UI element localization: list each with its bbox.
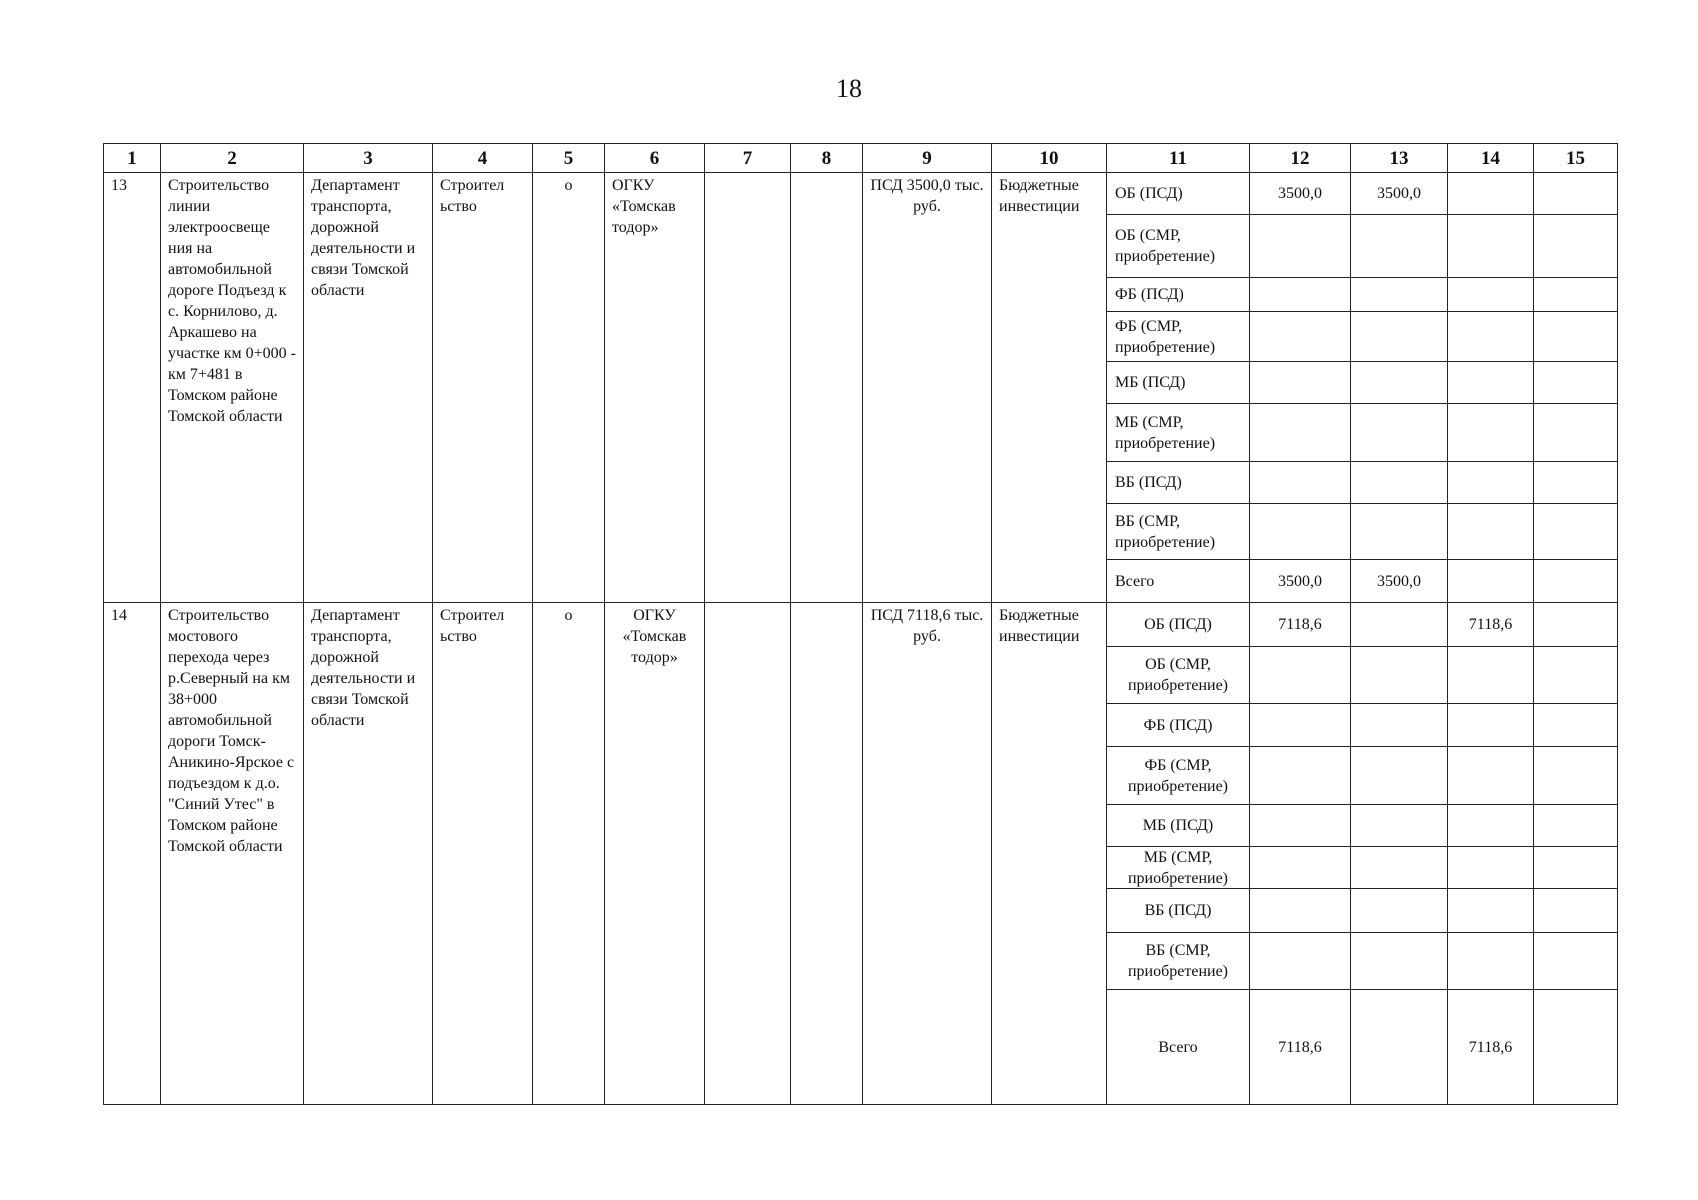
funding-source-label: ВБ (СМР, приобретение) (1107, 504, 1249, 560)
value-cell (1351, 704, 1447, 747)
investment-form-cell: Бюджетные инвестиции (992, 603, 1107, 1105)
developer-cell: ОГКУ «Томскав тодор» (605, 603, 705, 1105)
value-cell (1351, 933, 1447, 990)
value-cell (1351, 805, 1447, 847)
value-cell (1351, 603, 1447, 647)
value-cell (1250, 704, 1350, 747)
funding-source-label: Всего (1158, 1038, 1198, 1056)
funding-source-label: ВБ (ПСД) (1107, 889, 1249, 933)
header-row (104, 144, 1618, 173)
value-cell (1351, 312, 1447, 362)
value-cell (1250, 215, 1350, 278)
column-header: 14 (1448, 144, 1534, 173)
value-cell (1448, 933, 1533, 990)
column-5-cell: о (533, 603, 605, 1105)
funding-source-label: МБ (ПСД) (1107, 362, 1249, 404)
funding-source-label: ВБ (ПСД) (1107, 462, 1249, 504)
value-cell (1448, 704, 1533, 747)
value-cell: 7118,6 (1250, 603, 1350, 647)
funding-source-label: ОБ (ПСД) (1107, 173, 1249, 215)
funding-source-cell (1107, 173, 1250, 603)
value-cell (1534, 603, 1617, 647)
investment-table (103, 143, 1618, 1105)
value-cell (1448, 278, 1533, 312)
value-cell (1534, 173, 1617, 215)
value-cell (1448, 889, 1533, 933)
value-cell (1351, 404, 1447, 462)
funding-source-label: МБ (ПСД) (1107, 805, 1249, 847)
funding-source-label: ВБ (СМР, приобретение) (1107, 933, 1249, 990)
column-header: 5 (533, 144, 605, 173)
value-cell (1534, 990, 1617, 1104)
value-cell (1534, 312, 1617, 362)
page-number: 18 (836, 74, 862, 103)
value-cell (1351, 362, 1447, 404)
column-header: 15 (1534, 144, 1618, 173)
column-header: 7 (705, 144, 791, 173)
value-column-12 (1250, 603, 1351, 1105)
column-8-cell (791, 173, 863, 603)
row-number: 14 (104, 603, 161, 1105)
value-cell (1448, 462, 1533, 504)
table-row (104, 173, 1618, 603)
value-cell (1534, 215, 1617, 278)
funding-source-label: МБ (СМР, приобретение) (1107, 847, 1249, 889)
value-cell (1250, 504, 1350, 560)
value-cell (1250, 889, 1350, 933)
funding-source-label: Всего (1115, 572, 1155, 590)
value-cell: 3500,0 (1351, 173, 1447, 215)
funding-source-label: ФБ (ПСД) (1107, 278, 1249, 312)
value-column-14 (1448, 603, 1534, 1105)
value-cell (1534, 647, 1617, 704)
value-cell: 3500,0 (1278, 572, 1322, 590)
column-header: 8 (791, 144, 863, 173)
value-cell (1448, 560, 1533, 602)
value-cell (1534, 560, 1617, 602)
value-cell (1448, 805, 1533, 847)
value-cell (1351, 847, 1447, 889)
funding-source-label: ФБ (СМР, приобретение) (1107, 747, 1249, 805)
value-cell (1448, 747, 1533, 805)
column-header: 2 (161, 144, 304, 173)
value-cell (1351, 504, 1447, 560)
funding-source-label: ФБ (СМР, приобретение) (1107, 312, 1249, 362)
work-type-cell: Строител ьство (433, 603, 533, 1105)
column-header: 12 (1250, 144, 1351, 173)
work-type-cell: Строител ьство (433, 173, 533, 603)
cost-cell: ПСД 3500,0 тыс. руб. (863, 173, 992, 603)
column-header: 9 (863, 144, 992, 173)
value-cell (1448, 362, 1533, 404)
column-header: 4 (433, 144, 533, 173)
table-row (104, 603, 1618, 1105)
value-cell (1351, 278, 1447, 312)
customer-cell: Департамент транспорта, дорожной деятельности и связи Томской области (304, 173, 433, 603)
developer-cell: ОГКУ «Томскав тодор» (605, 173, 705, 603)
value-cell (1448, 404, 1533, 462)
value-cell (1534, 278, 1617, 312)
value-cell (1448, 215, 1533, 278)
value-cell (1250, 805, 1350, 847)
funding-source-cell (1107, 603, 1250, 1105)
value-column-15 (1534, 173, 1618, 603)
value-cell (1448, 647, 1533, 704)
value-cell (1448, 847, 1533, 889)
object-name-cell: Строительство линии электроосвеще ния на автомобильной дороге Подъезд к с. Корнилово, д. Аркашево на участке км 0+000 - км 7+481 в Томском районе Томской области (161, 173, 304, 603)
column-header: 6 (605, 144, 705, 173)
value-cell: 3500,0 (1250, 173, 1350, 215)
value-cell (1534, 889, 1617, 933)
value-cell (1250, 362, 1350, 404)
funding-source-label: ФБ (ПСД) (1107, 704, 1249, 747)
object-name-cell: Строительство мостового перехода через р.Северный на км 38+000 автомобильной дороги Томск-Аникино-Ярское с подъездом к д.о. "Синий Утес" в Томском районе Томской области (161, 603, 304, 1105)
value-cell (1534, 747, 1617, 805)
funding-source-label: ОБ (ПСД) (1107, 603, 1249, 647)
value-cell: 7118,6 (1278, 1038, 1322, 1056)
column-header: 1 (104, 144, 161, 173)
value-cell (1250, 847, 1350, 889)
column-header: 11 (1107, 144, 1250, 173)
value-cell (1250, 404, 1350, 462)
value-column-15 (1534, 603, 1618, 1105)
value-cell (1534, 362, 1617, 404)
value-cell (1351, 747, 1447, 805)
value-cell: 7118,6 (1448, 603, 1533, 647)
value-cell (1534, 805, 1617, 847)
value-cell (1351, 889, 1447, 933)
value-column-12 (1250, 173, 1351, 603)
value-cell (1250, 647, 1350, 704)
value-cell (1250, 278, 1350, 312)
column-header: 10 (992, 144, 1107, 173)
column-8-cell (791, 603, 863, 1105)
column-7-cell (705, 173, 791, 603)
column-7-cell (705, 603, 791, 1105)
value-cell (1250, 462, 1350, 504)
value-cell (1351, 647, 1447, 704)
cost-cell: ПСД 7118,6 тыс. руб. (863, 603, 992, 1105)
customer-cell: Департамент транспорта, дорожной деятельности и связи Томской области (304, 603, 433, 1105)
value-cell (1351, 215, 1447, 278)
value-cell (1250, 933, 1350, 990)
investment-form-cell: Бюджетные инвестиции (992, 173, 1107, 603)
value-cell: 3500,0 (1377, 572, 1421, 590)
column-header: 3 (304, 144, 433, 173)
value-cell (1534, 504, 1617, 560)
value-cell (1448, 312, 1533, 362)
funding-source-label: МБ (СМР, приобретение) (1107, 404, 1249, 462)
column-header: 13 (1351, 144, 1448, 173)
funding-source-label: ОБ (СМР, приобретение) (1107, 215, 1249, 278)
value-cell (1534, 847, 1617, 889)
value-cell (1448, 504, 1533, 560)
value-column-14 (1448, 173, 1534, 603)
value-cell (1250, 747, 1350, 805)
value-cell (1534, 933, 1617, 990)
value-cell (1534, 704, 1617, 747)
row-number: 13 (104, 173, 161, 603)
value-cell (1534, 404, 1617, 462)
funding-source-label: ОБ (СМР, приобретение) (1107, 647, 1249, 704)
value-column-13 (1351, 173, 1448, 603)
value-column-13 (1351, 603, 1448, 1105)
column-5-cell: о (533, 173, 605, 603)
value-cell: 7118,6 (1468, 1038, 1513, 1056)
value-cell (1534, 462, 1617, 504)
value-cell (1351, 462, 1447, 504)
value-cell (1250, 312, 1350, 362)
value-cell (1351, 990, 1447, 1104)
value-cell (1448, 173, 1533, 215)
